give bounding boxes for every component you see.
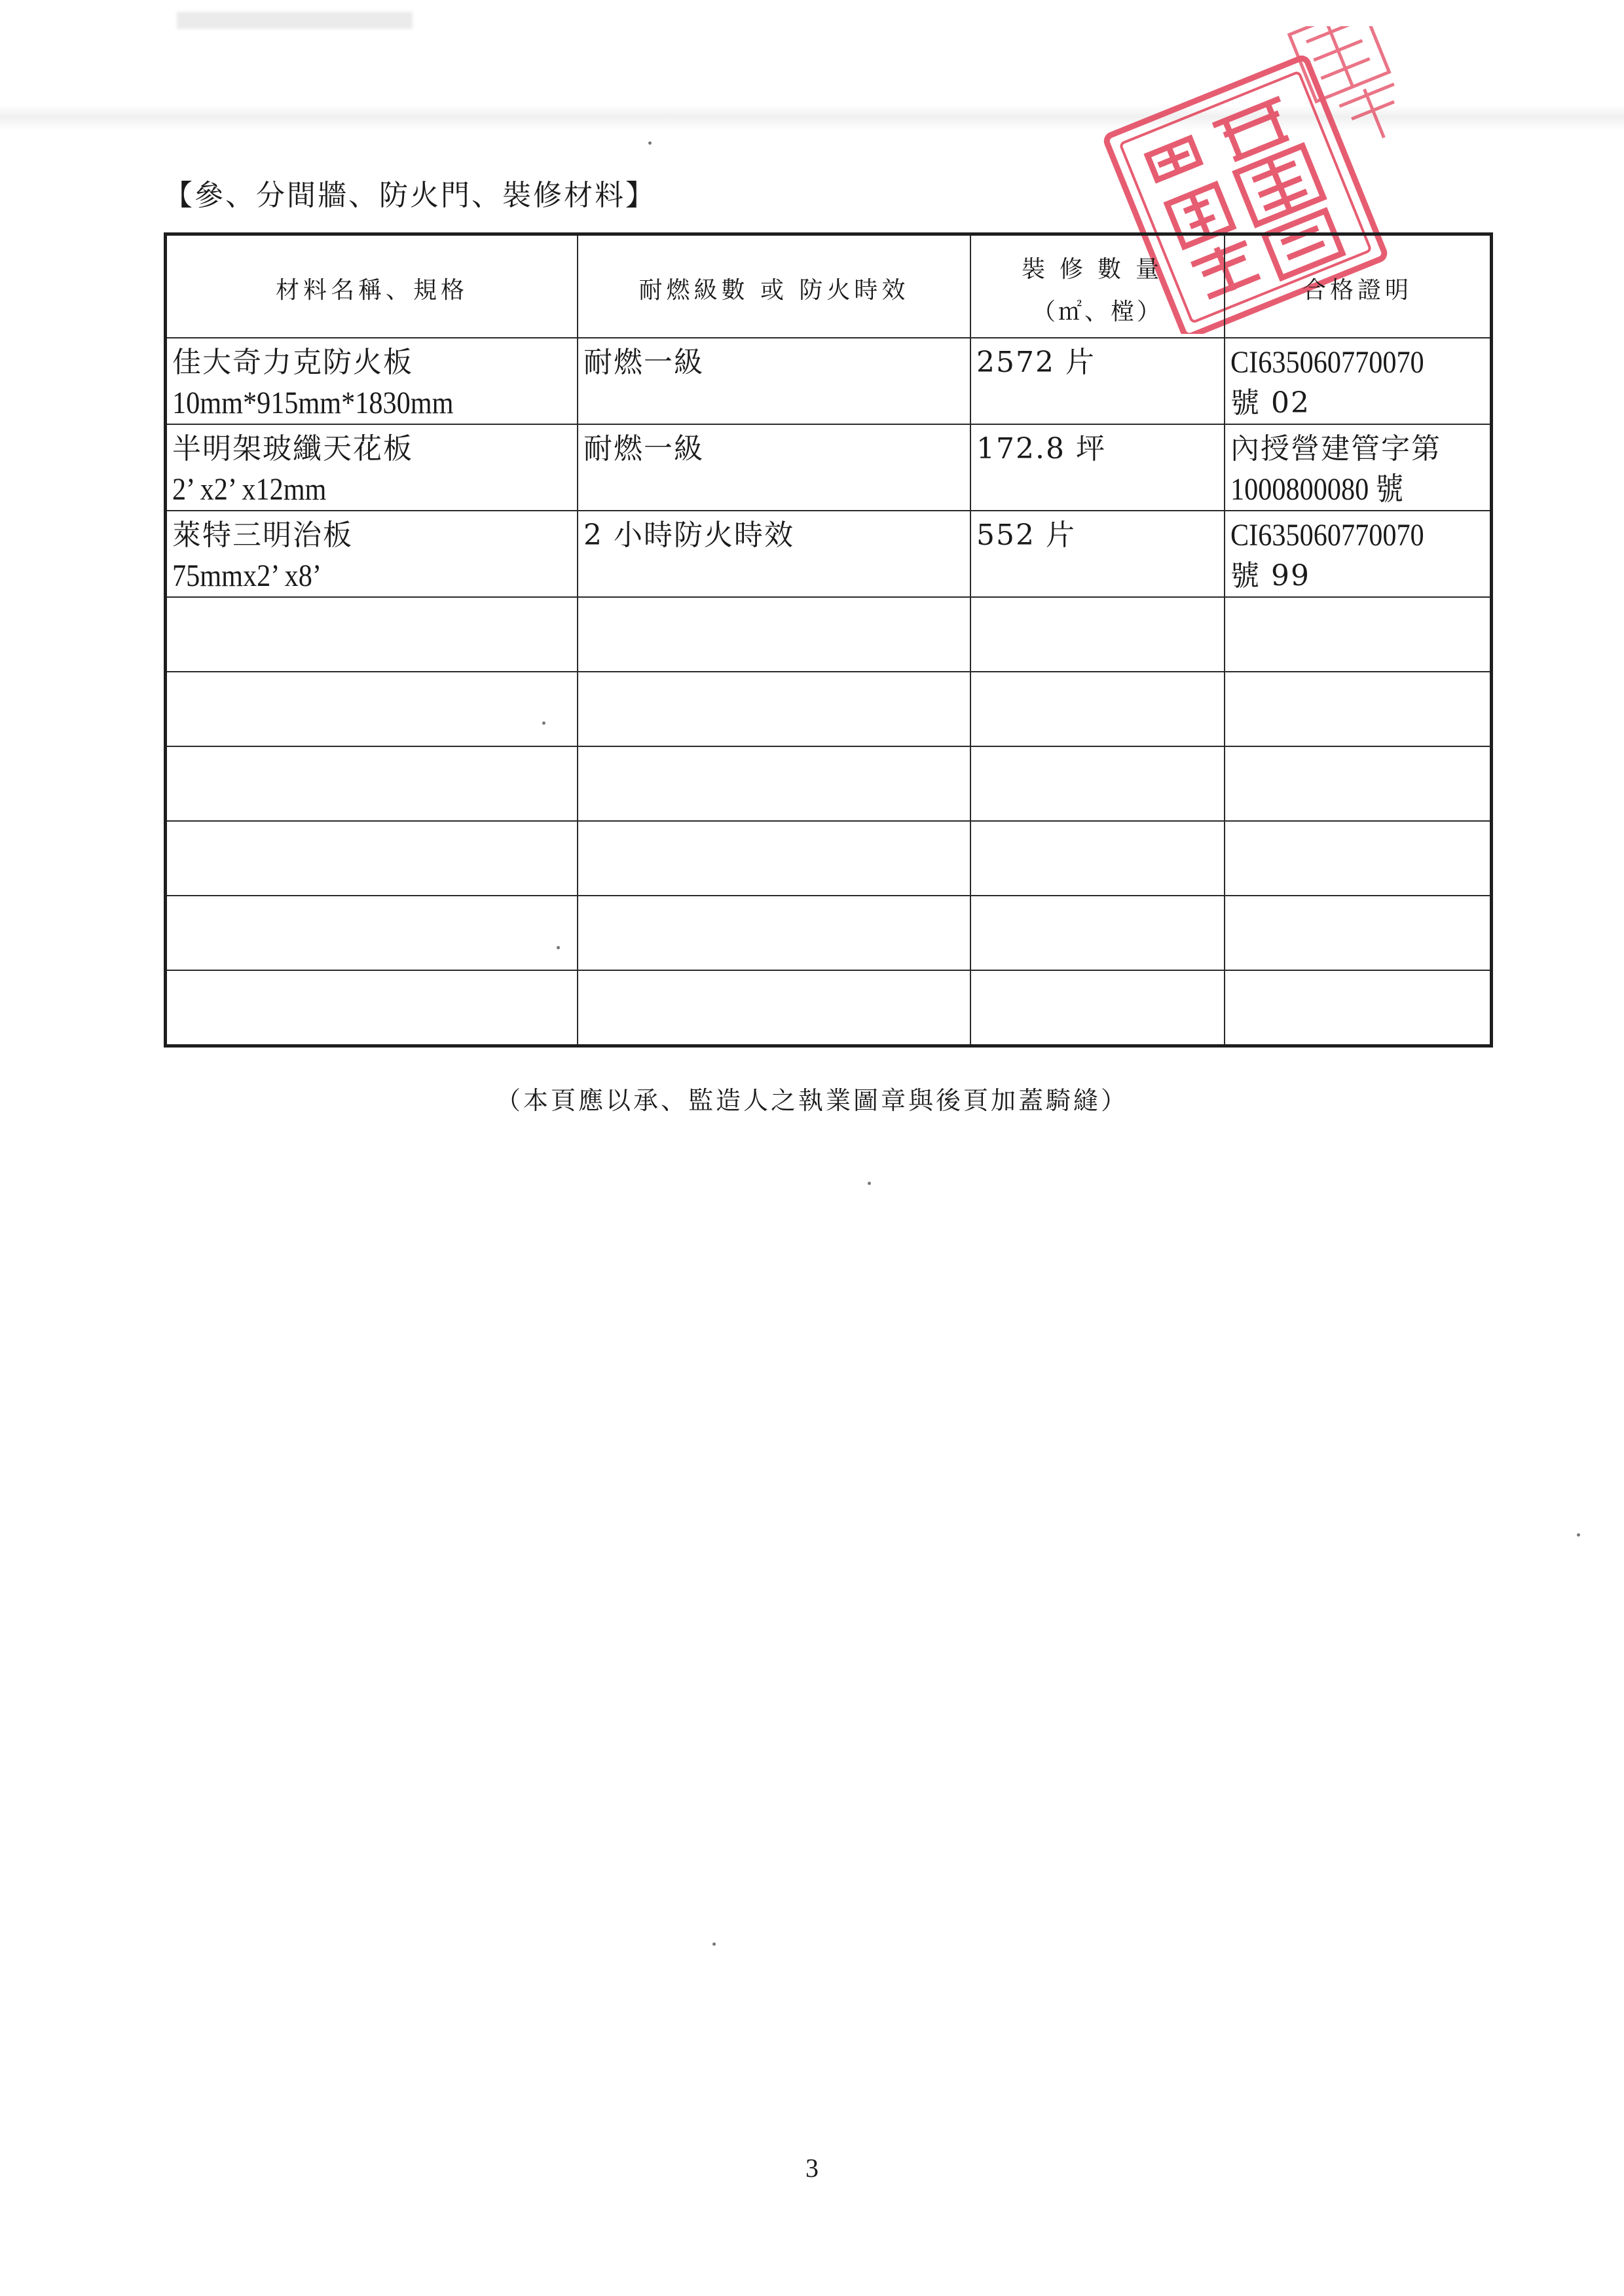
blank-cell — [970, 597, 1225, 672]
scan-speck — [868, 1182, 871, 1185]
blank-cell — [1225, 746, 1490, 821]
certificate-text-line1: 內授營建管字第 — [1230, 432, 1441, 465]
blank-cell — [578, 746, 970, 821]
scan-speck — [557, 946, 560, 949]
footer-note: （本頁應以承、監造人之執業圖章與後頁加蓋騎縫） — [495, 1086, 1128, 1115]
material-name-text: 半明架玻纖天花板 — [172, 432, 413, 465]
cell-quantity — [970, 424, 1225, 511]
blank-cell — [167, 597, 578, 672]
material-name-text: 佳大奇力克防火板 — [172, 346, 413, 379]
cell-quantity — [970, 511, 1225, 597]
materials-table-frame — [164, 232, 1493, 1048]
blank-cell — [1225, 821, 1490, 896]
header-material-name: 材料名稱、規格 — [167, 236, 578, 338]
certificate-text-line1: CI635060770070 — [1230, 345, 1424, 380]
header-quantity-line2: （㎡、樘） — [1031, 298, 1163, 325]
blank-cell — [578, 896, 970, 970]
table-row — [167, 424, 1490, 511]
cell-fire-rating — [578, 511, 970, 597]
blank-cell — [1225, 970, 1490, 1045]
certificate-text-line2: 號 02 — [1230, 386, 1310, 420]
material-spec-text: 10mm*915mm*1830mm — [172, 386, 454, 420]
blank-cell — [970, 672, 1225, 746]
scan-header-remnant — [177, 12, 413, 29]
quantity-text: 2572 片 — [976, 346, 1096, 379]
blank-cell — [578, 821, 970, 896]
material-name-text: 萊特三明治板 — [172, 519, 353, 552]
cell-material-name — [167, 338, 578, 424]
table-row-blank — [167, 821, 1490, 896]
blank-cell — [167, 672, 578, 746]
blank-cell — [578, 672, 970, 746]
cell-quantity — [970, 338, 1225, 424]
fire-rating-text: 耐燃一級 — [583, 346, 704, 379]
cell-fire-rating — [578, 424, 970, 511]
page-number: 3 — [805, 2153, 819, 2183]
fire-rating-text: 2 小時防火時效 — [583, 519, 794, 552]
blank-cell — [1225, 896, 1490, 970]
table-row-blank — [167, 896, 1490, 970]
blank-cell — [970, 896, 1225, 970]
scan-speck — [712, 1942, 716, 1946]
certificate-text-line1: CI635060770070 — [1230, 518, 1424, 553]
material-spec-text: 2’ x2’ x12mm — [172, 472, 327, 507]
cell-certificate — [1225, 424, 1490, 511]
cell-material-name — [167, 424, 578, 511]
cell-certificate — [1225, 338, 1490, 424]
header-certificate: 合格證明 — [1225, 236, 1490, 338]
header-quantity — [970, 236, 1225, 338]
section-title: 【參、分間牆、防火門、裝修材料】 — [164, 179, 656, 212]
table-row-blank — [167, 672, 1490, 746]
cell-fire-rating — [578, 338, 970, 424]
header-quantity-line1: 裝修數量 — [1021, 255, 1173, 283]
table-row-blank — [167, 970, 1490, 1045]
material-spec-text: 75mmx2’ x8’ — [172, 558, 322, 593]
blank-cell — [970, 746, 1225, 821]
blank-cell — [970, 970, 1225, 1045]
blank-cell — [578, 597, 970, 672]
blank-cell — [167, 821, 578, 896]
certificate-text-line2: 號 99 — [1230, 559, 1310, 592]
blank-cell — [1225, 597, 1490, 672]
materials-table — [167, 236, 1490, 1045]
table-row-blank — [167, 746, 1490, 821]
blank-cell — [167, 896, 578, 970]
blank-cell — [167, 746, 578, 821]
cell-material-name — [167, 511, 578, 597]
header-fire-rating: 耐燃級數 或 防火時效 — [578, 236, 970, 338]
cell-certificate — [1225, 511, 1490, 597]
quantity-text: 172.8 坪 — [976, 432, 1106, 465]
scan-speck — [542, 721, 545, 725]
blank-cell — [970, 821, 1225, 896]
quantity-text: 552 片 — [976, 519, 1076, 552]
blank-cell — [578, 970, 970, 1045]
table-header-row — [167, 236, 1490, 338]
blank-cell — [1225, 672, 1490, 746]
blank-cell — [167, 970, 578, 1045]
table-row-blank — [167, 597, 1490, 672]
scan-speck — [1577, 1533, 1580, 1537]
certificate-text-line2: 1000800080 號 — [1230, 472, 1404, 507]
scan-speck — [648, 141, 652, 145]
fire-rating-text: 耐燃一級 — [583, 432, 704, 465]
table-row — [167, 511, 1490, 597]
table-row — [167, 338, 1490, 424]
